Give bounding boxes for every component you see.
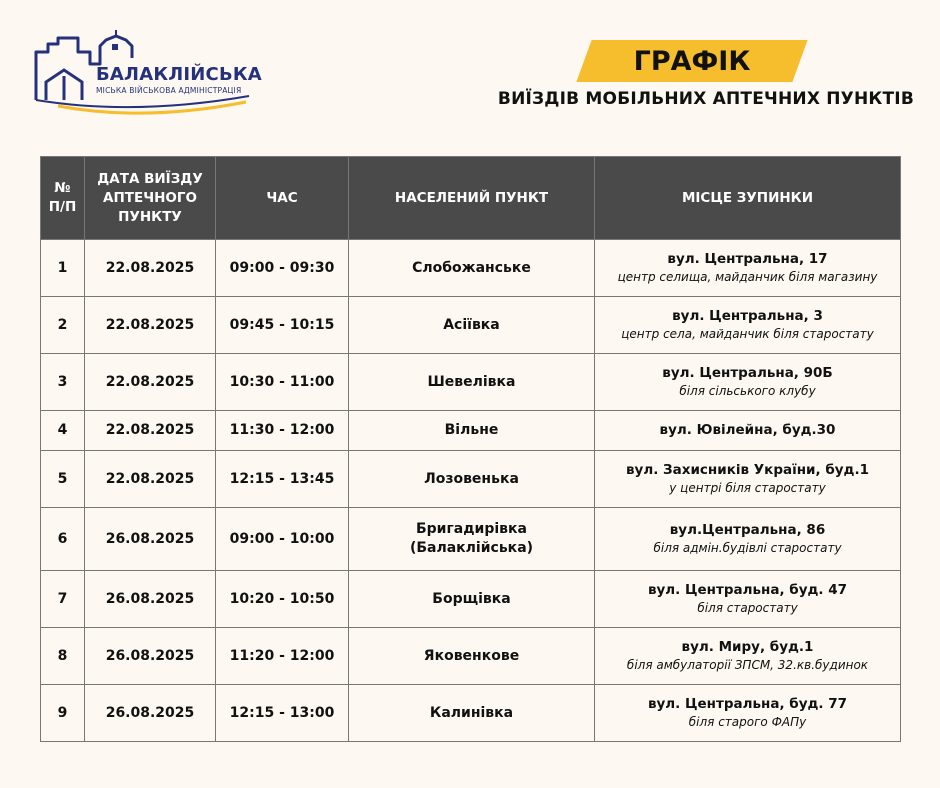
stop-address: вул. Центральна, 3: [672, 308, 823, 324]
row-number: 2: [41, 297, 85, 354]
row-stop-location: [595, 508, 901, 571]
row-time: 10:20 - 10:50: [216, 571, 349, 628]
schedule-table: [40, 156, 901, 742]
stop-address: вул.Центральна, 86: [669, 522, 826, 538]
row-stop-location: [595, 354, 901, 411]
row-settlement: Лозовенька: [349, 451, 595, 508]
page-subtitle: ВИЇЗДІВ МОБІЛЬНИХ АПТЕЧНИХ ПУНКТІВ: [497, 89, 914, 109]
column-header-time: ЧАС: [216, 157, 349, 240]
stop-address: вул. Миру, буд.1: [681, 639, 814, 655]
row-settlement: Калинівка: [349, 685, 595, 742]
stop-note: біля сільського клубу: [679, 384, 816, 398]
row-number: 1: [41, 240, 85, 297]
organization-name: БАЛАКЛІЙСЬКА: [96, 64, 262, 85]
row-settlement: Асіївка: [349, 297, 595, 354]
row-number: 3: [41, 354, 85, 411]
row-number: 9: [41, 685, 85, 742]
row-date: 22.08.2025: [85, 297, 216, 354]
table-row: [41, 628, 901, 685]
stop-address: вул. Центральна, буд. 77: [647, 696, 848, 712]
organization-subtitle: МІСЬКА ВІЙСЬКОВА АДМІНІСТРАЦІЯ: [96, 86, 242, 95]
row-stop-location: [595, 411, 901, 451]
column-header-stop-location: МІСЦЕ ЗУПИНКИ: [595, 157, 901, 240]
stop-note: у центрі біля старостату: [669, 481, 826, 495]
row-time: 09:45 - 10:15: [216, 297, 349, 354]
table-row: [41, 354, 901, 411]
row-settlement: Борщівка: [349, 571, 595, 628]
row-date: 22.08.2025: [85, 240, 216, 297]
row-time: 11:30 - 12:00: [216, 411, 349, 451]
column-header-number: № П/П: [41, 157, 85, 240]
stop-note: біля амбулаторії ЗПСМ, 32.кв.будинок: [626, 658, 869, 672]
row-settlement: Вільне: [349, 411, 595, 451]
row-time: 09:00 - 09:30: [216, 240, 349, 297]
row-date: 22.08.2025: [85, 451, 216, 508]
row-stop-location: [595, 451, 901, 508]
row-number: 5: [41, 451, 85, 508]
row-stop-location: [595, 240, 901, 297]
row-stop-location: [595, 628, 901, 685]
table-row: [41, 508, 901, 571]
row-date: 22.08.2025: [85, 411, 216, 451]
row-number: 4: [41, 411, 85, 451]
stop-address: вул. Центральна, 90Б: [662, 365, 833, 381]
stop-note: біля старого ФАПу: [688, 715, 807, 729]
row-settlement: Яковенкове: [349, 628, 595, 685]
row-number: 8: [41, 628, 85, 685]
stop-address: вул. Центральна, буд. 47: [647, 582, 848, 598]
row-date: 26.08.2025: [85, 508, 216, 571]
organization-logo: [34, 30, 262, 120]
page-title: ГРАФІК: [633, 45, 751, 77]
stop-address: вул. Захисників України, буд.1: [626, 462, 869, 478]
stop-note: біля старостату: [697, 601, 798, 615]
row-settlement: Слобожанське: [349, 240, 595, 297]
row-time: 10:30 - 11:00: [216, 354, 349, 411]
row-time: 09:00 - 10:00: [216, 508, 349, 571]
table-row: [41, 240, 901, 297]
row-time: 11:20 - 12:00: [216, 628, 349, 685]
row-settlement: Шевелівка: [349, 354, 595, 411]
table-row: [41, 451, 901, 508]
stop-note: центр села, майданчик біля старостату: [621, 327, 874, 341]
row-date: 26.08.2025: [85, 685, 216, 742]
table-row: [41, 571, 901, 628]
stop-address: вул. Ювілейна, буд.30: [659, 422, 836, 438]
row-date: 26.08.2025: [85, 571, 216, 628]
row-time: 12:15 - 13:00: [216, 685, 349, 742]
row-stop-location: [595, 685, 901, 742]
row-date: 26.08.2025: [85, 628, 216, 685]
table-row: [41, 411, 901, 451]
table-row: [41, 685, 901, 742]
row-stop-location: [595, 297, 901, 354]
row-date: 22.08.2025: [85, 354, 216, 411]
row-number: 6: [41, 508, 85, 571]
row-time: 12:15 - 13:45: [216, 451, 349, 508]
stop-note: центр селища, майданчик біля магазину: [617, 270, 878, 284]
stop-note: біля адмін.будівлі старостату: [653, 541, 842, 555]
row-number: 7: [41, 571, 85, 628]
row-settlement: Бригадирівка (Балаклійська): [349, 508, 595, 571]
stop-address: вул. Центральна, 17: [667, 251, 828, 267]
table-header-row: [41, 157, 901, 240]
row-stop-location: [595, 571, 901, 628]
column-header-date: ДАТА ВИЇЗДУ АПТЕЧНОГО ПУНКТУ: [85, 157, 216, 240]
column-header-settlement: НАСЕЛЕНИЙ ПУНКТ: [349, 157, 595, 240]
table-row: [41, 297, 901, 354]
